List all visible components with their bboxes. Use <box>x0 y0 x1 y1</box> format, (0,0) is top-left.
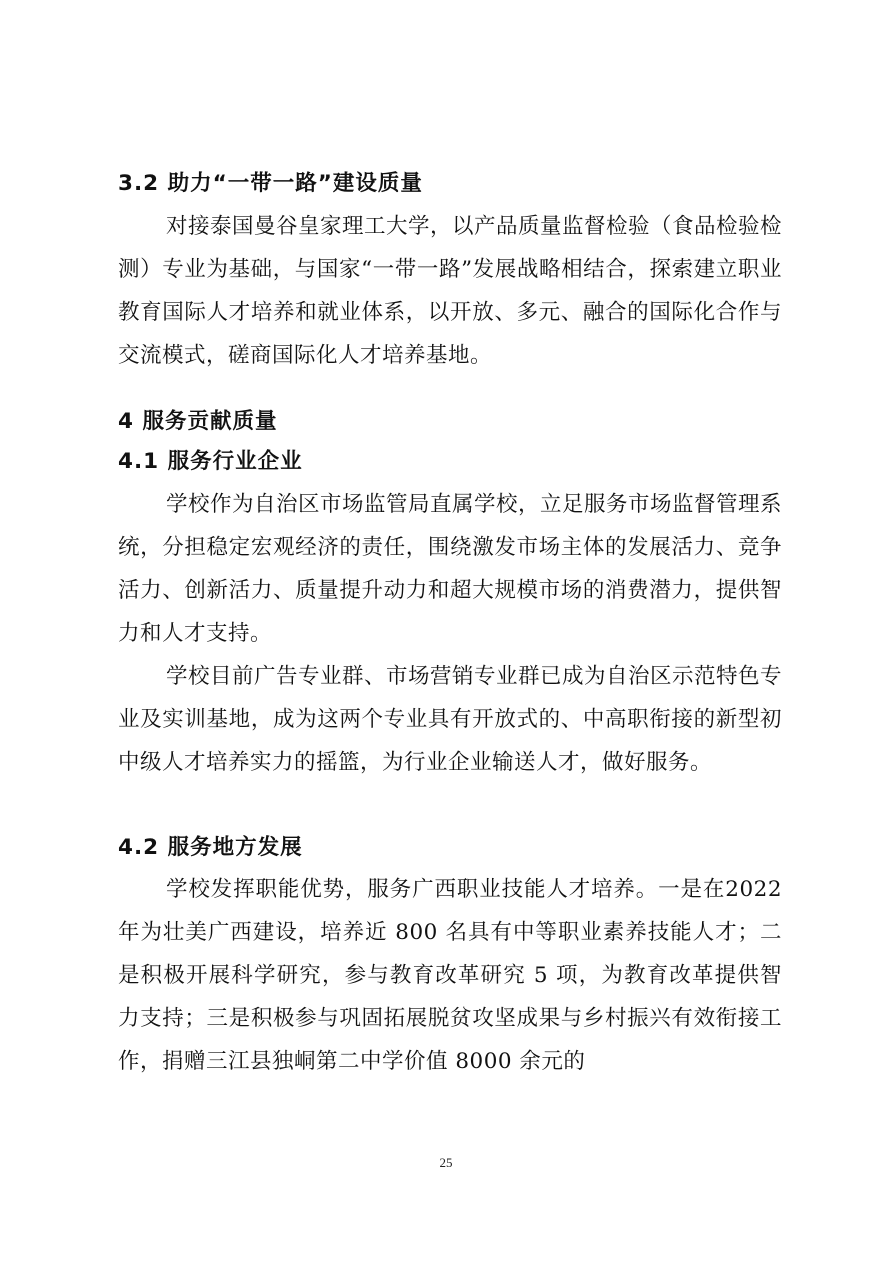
section-4-heading: 4 服务贡献质量 <box>118 409 278 434</box>
section-4-2-heading: 4.2 服务地方发展 <box>118 835 303 860</box>
section-4-1-heading: 4.1 服务行业企业 <box>118 449 303 474</box>
section-3-2-paragraph: 对接泰国曼谷皇家理工大学，以产品质量监督检验（食品检验检测）专业为基础，与国家“一带一路”发展战略相结合，探索建立职业教育国际人才培养和就业体系，以开放、多元、融合的国际化合作与交流模式，磋商国际化人才培养基地。 <box>118 214 783 368</box>
page-number: 25 <box>439 1155 453 1170</box>
section-3-2-heading: 3.2 助力“一带一路”建设质量 <box>118 171 423 196</box>
section-4-1-paragraph-1: 学校作为自治区市场监管局直属学校，立足服务市场监督管理系统，分担稳定宏观经济的责任，围绕激发市场主体的发展活力、竞争活力、创新活力、质量提升动力和超大规模市场的消费潜力，提供智力和人才支持。 <box>118 492 783 646</box>
section-4-2-paragraph: 学校发挥职能优势，服务广西职业技能人才培养。一是在2022 年为壮美广西建设，培养近 800 名具有中等职业素养技能人才；二是积极开展科学研究，参与教育改革研究 5 项，为教育改革提供智力支持；三是积极参与巩固拓展脱贫攻坚成果与乡村振兴有效衔接工作，捐赠三江县独峒第二中学价值 8000 余元的 <box>118 877 782 1074</box>
section-4-1-paragraph-2: 学校目前广告专业群、市场营销专业群已成为自治区示范特色专业及实训基地，成为这两个专业具有开放式的、中高职衔接的新型初中级人才培养实力的摇篮，为行业企业输送人才，做好服务。 <box>118 664 783 775</box>
